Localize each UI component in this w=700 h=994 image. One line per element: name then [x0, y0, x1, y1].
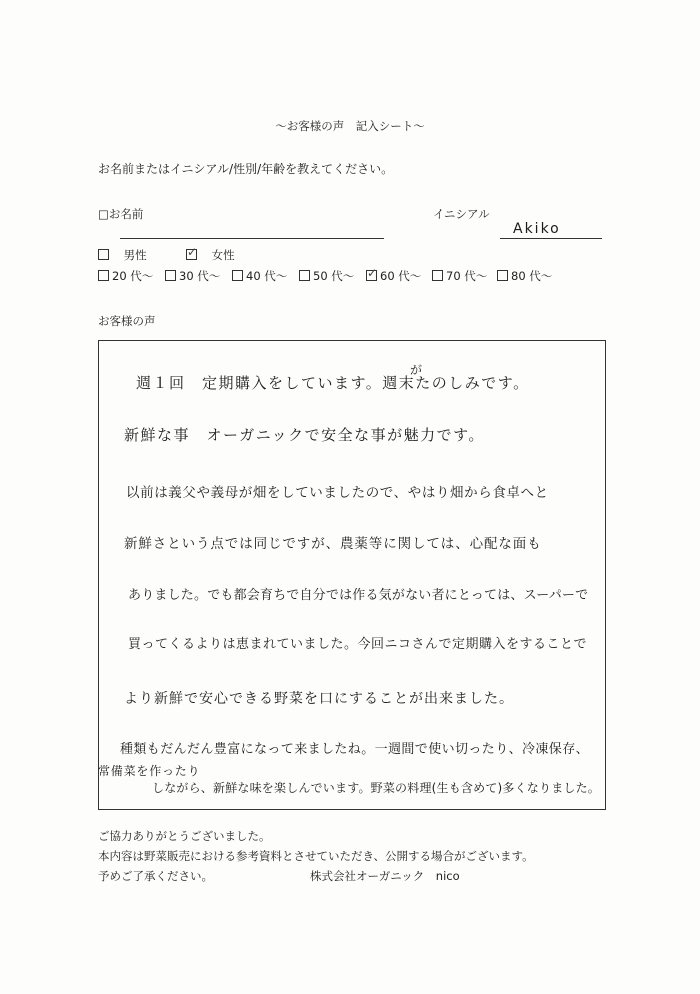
age-option-60[interactable]	[366, 268, 421, 284]
age-label: 80 代〜	[511, 269, 553, 283]
gender-male-label: 男性	[123, 248, 147, 262]
age-option-30[interactable]	[165, 268, 220, 284]
voice-label: お客様の声	[98, 314, 156, 328]
female-checkbox[interactable]	[186, 249, 197, 260]
age-option-70[interactable]	[432, 268, 487, 284]
age-checkbox[interactable]	[165, 270, 176, 281]
gender-female-option[interactable]	[186, 247, 235, 263]
age-option-20[interactable]	[98, 268, 153, 284]
age-option-80[interactable]	[497, 268, 552, 284]
gender-female-label: 女性	[211, 248, 235, 262]
voice-line-3: 以前は義父や義母が畑をしていましたので、やはり畑から食卓へと	[126, 485, 549, 501]
age-checkbox[interactable]	[497, 270, 508, 281]
insertion-mark: が	[410, 363, 423, 377]
voice-line-9: 常備菜を作ったり	[98, 764, 201, 778]
sheet-title: 〜お客様の声 記入シート〜	[275, 119, 425, 133]
voice-line-7: より新鮮で安心できる野菜を口にすることが出来ました。	[124, 691, 514, 707]
age-checkbox[interactable]	[299, 270, 310, 281]
age-label: 60 代〜	[380, 269, 422, 283]
footer-thanks: ご協力ありがとうございました。	[98, 829, 271, 843]
voice-line-5: ありました。でも都会育ちで自分では作る気がない者にとっては、スーパーで	[128, 588, 589, 603]
age-label: 20 代〜	[112, 269, 154, 283]
age-label: 30 代〜	[179, 269, 221, 283]
voice-line-8: 種類もだんだん豊富になって来ましたね。一週間で使い切ったり、冷凍保存、	[120, 742, 590, 757]
voice-line-6: 買ってくるよりは恵まれていました。今回ニコさんで定期購入をすることで	[128, 637, 588, 652]
name-label: □お名前	[98, 207, 144, 221]
name-field-line[interactable]	[120, 238, 384, 239]
voice-line-4: 新鮮さという点では同じですが、農薬等に関しては、心配な面も	[124, 536, 542, 552]
age-label: 40 代〜	[246, 269, 288, 283]
footer-consent: 予めご了承ください。	[98, 869, 213, 883]
age-option-40[interactable]	[232, 268, 287, 284]
initial-field-line[interactable]	[500, 238, 602, 239]
footer-notice: 本内容は野菜販売における参考資料とさせていただき、公開する場合がございます。	[98, 849, 534, 863]
footer-company: 株式会社オーガニック nico	[310, 869, 460, 883]
age-label: 70 代〜	[446, 269, 488, 283]
age-checkbox[interactable]	[232, 270, 243, 281]
male-checkbox[interactable]	[98, 249, 109, 260]
age-checkbox-checked[interactable]	[366, 270, 377, 281]
voice-line-1: 週１回 定期購入をしています。週末たのしみです。	[136, 374, 530, 392]
initial-value: Akiko	[513, 221, 561, 237]
age-option-50[interactable]	[299, 268, 354, 284]
age-label: 50 代〜	[313, 269, 355, 283]
form-instruction: お名前またはイニシアル/性別/年齢を教えてください。	[98, 162, 394, 176]
age-checkbox[interactable]	[432, 270, 443, 281]
age-checkbox[interactable]	[98, 270, 109, 281]
voice-line-2: 新鮮な事 オーガニックで安全な事が魅力です。	[124, 426, 485, 444]
voice-line-10: しながら、新鮮な味を楽しんでいます。野菜の料理(生も含めて)多くなりました。	[152, 781, 601, 795]
initial-label: イニシアル	[433, 207, 490, 221]
gender-male-option[interactable]	[98, 247, 147, 263]
